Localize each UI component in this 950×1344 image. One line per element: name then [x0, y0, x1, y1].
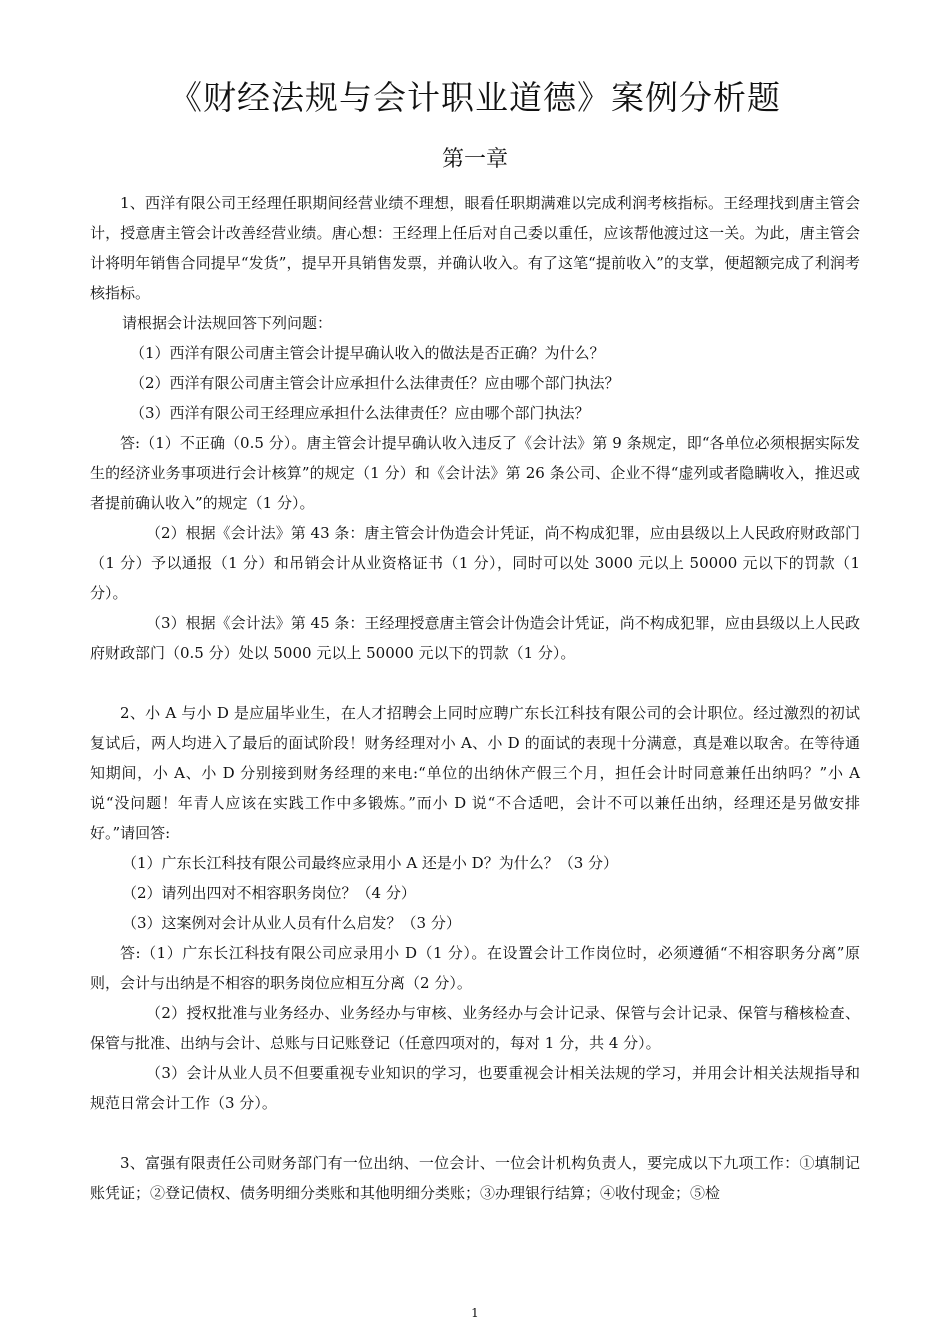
case-3	[90, 1148, 860, 1208]
case-1-question-3: （3）西洋有限公司王经理应承担什么法律责任？应由哪个部门执法？	[130, 404, 590, 422]
case-2-answer-1: 答:（1）广东长江科技有限公司应录用小 D（1 分）。在设置会计工作岗位时，必须遵循“不相容职务分离”原则，会计与出纳是不相容的职务岗位应相互分离（2 分）。	[90, 944, 860, 992]
case-2-answer-3: （3）会计从业人员不但要重视专业知识的学习，也要重视会计相关法规的学习，并用会计相关法规指导和规范日常会计工作（3 分）。	[90, 1064, 860, 1112]
chapter-heading: 第一章	[441, 147, 508, 172]
section-spacer	[90, 668, 860, 698]
section-spacer	[90, 1118, 860, 1148]
case-1-question-2: （2）西洋有限公司唐主管会计应承担什么法律责任？应由哪个部门执法？	[130, 374, 620, 392]
case-2-question-2: （2）请列出四对不相容职务岗位？（4 分）	[122, 884, 416, 902]
case-1	[90, 188, 860, 668]
case-3-body: 3、富强有限责任公司财务部门有一位出纳、一位会计、一位会计机构负责人，要完成以下九项工作：①填制记账凭证；②登记债权、债务明细分类账和其他明细分类账；③办理银行结算；④收付现金；⑤检	[90, 1154, 860, 1202]
case-1-prompt: 请根据会计法规回答下列问题：	[122, 314, 333, 332]
case-1-question-1: （1）西洋有限公司唐主管会计提早确认收入的做法是否正确？为什么？	[130, 344, 605, 362]
case-1-body: 1、西洋有限公司王经理任职期间经营业绩不理想，眼看任职期满难以完成利润考核指标。王经理找到唐主管会计，授意唐主管会计改善经营业绩。唐心想：王经理上任后对自己委以重任，应该帮他渡过这一关。为此，唐主管会计将明年销售合同提早“发货”，提早开具销售发票，并确认收入。有了这笔“提前收入”的支掌，便超额完成了利润考核指标。	[90, 194, 860, 302]
case-2-body: 2、小 A 与小 D 是应届毕业生，在人才招聘会上同时应聘广东长江科技有限公司的会计职位。经过激烈的初试复试后，两人均进入了最后的面试阶段！财务经理对小 A、小 D 的面试的表现十分满意，真是难以取舍。在等待通知期间，小 A、小 D 分别接到财务经理的来电:“单位的出纳休产假三个月，担任会计时同意兼任出纳吗？”小 A 说“没问题！年青人应该在实践工作中多锻炼。”而小 D 说“不合适吧，会计不可以兼任出纳，经理还是另做安排好。”请回答:	[90, 704, 860, 842]
case-2	[90, 698, 860, 1118]
case-1-answer-2: （2）根据《会计法》第 43 条：唐主管会计伪造会计凭证，尚不构成犯罪，应由县级以上人民政府财政部门（1 分）予以通报（1 分）和吊销会计从业资格证书（1 分），同时可以处 3000 元以上 50000 元以下的罚款（1 分）。	[90, 524, 860, 602]
case-1-answer-1: 答:（1）不正确（0.5 分）。唐主管会计提早确认收入违反了《会计法》第 9 条规定，即“各单位必须根据实际发生的经济业务事项进行会计核算”的规定（1 分）和《会计法》第 26 条公司、企业不得“虚列或者隐瞒收入，推迟或者提前确认收入”的规定（1 分）。	[90, 434, 860, 512]
case-2-question-1: （1）广东长江科技有限公司最终应录用小 A 还是小 D？为什么？（3 分）	[122, 854, 619, 872]
case-1-answer-3: （3）根据《会计法》第 45 条：王经理授意唐主管会计伪造会计凭证，尚不构成犯罪，应由县级以上人民政府财政部门（0.5 分）处以 5000 元以上 50000 元以下的罚款（1 分）。	[90, 614, 860, 662]
document-page	[90, 74, 860, 1208]
page-number: 1	[471, 1306, 479, 1320]
case-2-question-3: （3）这案例对会计从业人员有什么启发？（3 分）	[122, 914, 461, 932]
document-title: 《财经法规与会计职业道德》案例分析题	[169, 78, 781, 117]
case-2-answer-2: （2）授权批准与业务经办、业务经办与审核、业务经办与会计记录、保管与会计记录、保管与稽核检查、保管与批准、出纳与会计、总账与日记账登记（任意四项对的，每对 1 分，共 4 分）。	[90, 1004, 860, 1052]
